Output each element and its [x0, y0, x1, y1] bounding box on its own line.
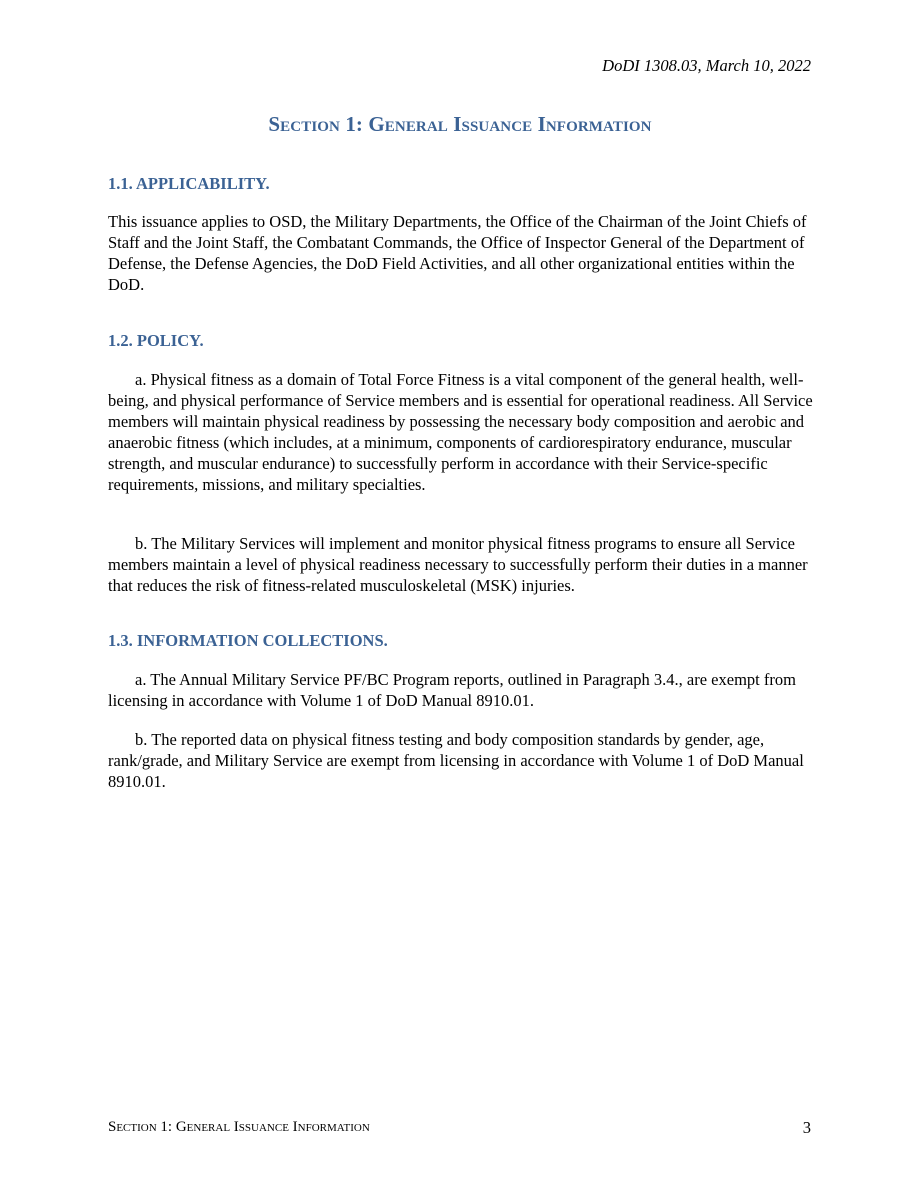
heading-information-collections: 1.3. INFORMATION COLLECTIONS. — [108, 631, 388, 650]
footer-section-label: Section 1: General Issuance Information — [108, 1119, 370, 1135]
section-title: Section 1: General Issuance Information — [268, 112, 652, 136]
paragraph-policy-a: a. Physical fitness as a domain of Total Force Fitness is a vital component of the general health, well-being, and physical performance of Service members and is essential for operational readiness. All Service members will maintain physical readiness by possessing the necessary body composition and aerobic and anaerobic fitness (which includes, at a minimum, components of cardiorespiratory endurance, muscular strength, and muscular endurance) to successfully perform in accordance with their Service-specific requirements, missions, and military specialties. — [108, 370, 813, 494]
heading-applicability: 1.1. APPLICABILITY. — [108, 174, 270, 193]
running-header: DoDI 1308.03, March 10, 2022 — [602, 56, 811, 75]
paragraph-policy-b: b. The Military Services will implement and monitor physical fitness programs to ensure all Service members maintain a level of physical readiness necessary to successfully perform their duties in a manner that reduces the risk of fitness-related musculoskeletal (MSK) injuries. — [108, 534, 808, 595]
paragraph-info-collections-a: a. The Annual Military Service PF/BC Program reports, outlined in Paragraph 3.4., are exempt from licensing in accordance with Volume 1 of DoD Manual 8910.01. — [108, 670, 796, 710]
heading-policy: 1.2. POLICY. — [108, 331, 204, 350]
paragraph-info-collections-b: b. The reported data on physical fitness testing and body composition standards by gender, age, rank/grade, and Military Service are exempt from licensing in accordance with Volume 1 of DoD Manual 8910.01. — [108, 730, 804, 791]
page-number: 3 — [802, 1118, 811, 1137]
paragraph-applicability: This issuance applies to OSD, the Military Departments, the Office of the Chairman of the Joint Chiefs of Staff and the Joint Staff, the Combatant Commands, the Office of Inspector General of the Department of Defense, the Defense Agencies, the DoD Field Activities, and all other organizational entities within the DoD. — [108, 212, 807, 294]
